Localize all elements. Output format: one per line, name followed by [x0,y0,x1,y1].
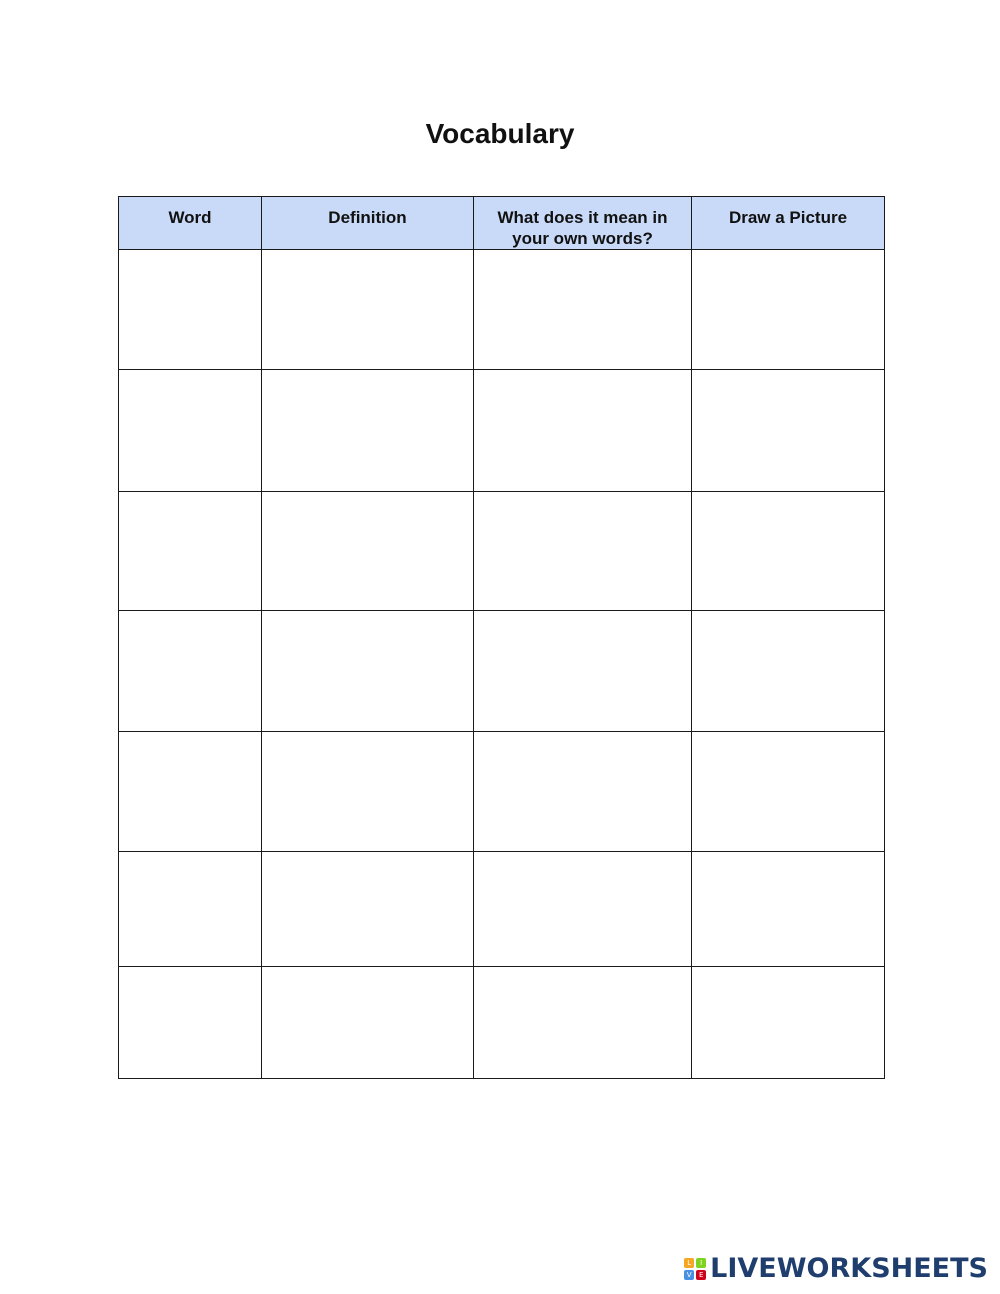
cell-definition[interactable] [262,732,474,852]
header-own-words: What does it mean in your own words? [474,197,692,250]
logo-mark-tile: I [696,1258,706,1268]
logo-mark-icon [684,1258,706,1280]
cell-picture[interactable] [692,370,885,492]
cell-picture[interactable] [692,250,885,370]
table-header-row [119,197,885,250]
vocabulary-table [118,196,885,1079]
cell-picture[interactable] [692,492,885,611]
cell-word[interactable] [119,852,262,967]
cell-definition[interactable] [262,852,474,967]
cell-picture[interactable] [692,967,885,1079]
cell-word[interactable] [119,370,262,492]
cell-picture[interactable] [692,732,885,852]
cell-definition[interactable] [262,611,474,732]
cell-own-words[interactable] [474,250,692,370]
cell-definition[interactable] [262,967,474,1079]
logo-mark-tile: L [684,1258,694,1268]
cell-word[interactable] [119,611,262,732]
cell-word[interactable] [119,732,262,852]
cell-own-words[interactable] [474,852,692,967]
table-row [119,370,885,492]
cell-word[interactable] [119,967,262,1079]
table-row [119,250,885,370]
cell-own-words[interactable] [474,492,692,611]
cell-own-words[interactable] [474,611,692,732]
table-row [119,852,885,967]
cell-own-words[interactable] [474,370,692,492]
page-title: Vocabulary [425,118,575,149]
liveworksheets-logo [684,1253,988,1284]
cell-word[interactable] [119,492,262,611]
table-row [119,611,885,732]
table-row [119,967,885,1079]
cell-own-words[interactable] [474,967,692,1079]
logo-mark-tile: E [696,1270,706,1280]
cell-definition[interactable] [262,492,474,611]
header-definition: Definition [262,197,474,250]
header-word: Word [119,197,262,250]
cell-picture[interactable] [692,611,885,732]
table-row [119,732,885,852]
cell-picture[interactable] [692,852,885,967]
header-draw-picture: Draw a Picture [692,197,885,250]
cell-definition[interactable] [262,250,474,370]
cell-definition[interactable] [262,370,474,492]
cell-word[interactable] [119,250,262,370]
table-row [119,492,885,611]
cell-own-words[interactable] [474,732,692,852]
logo-text: LIVEWORKSHEETS [710,1253,988,1284]
logo-mark-tile: V [684,1270,694,1280]
